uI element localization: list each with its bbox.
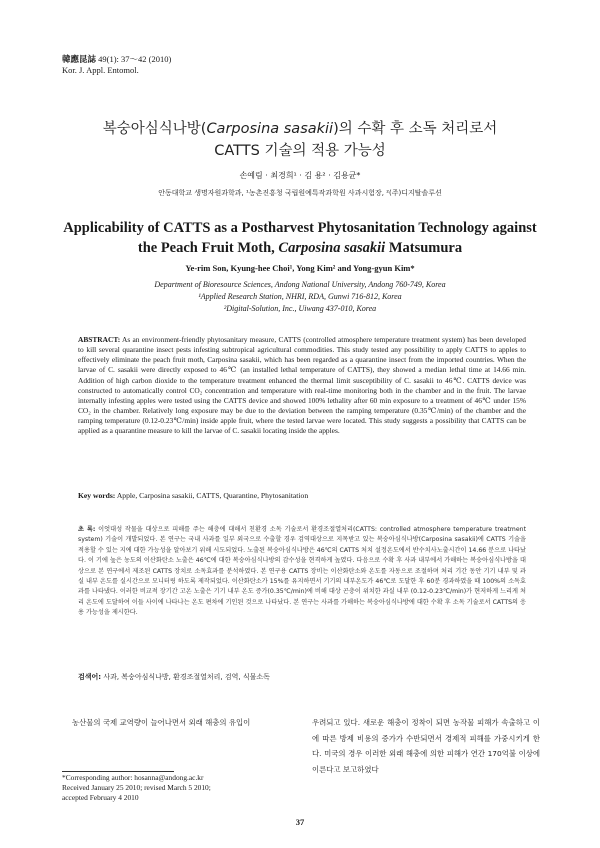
korean-authors: 손예림 · 최경희¹ · 김 용² · 김용균* [239,171,361,180]
korean-abstract [78,525,526,619]
korean-abstract-text: 이엇대성 작물을 대상으로 피해를 주는 해충에 대해서 친환경 소독 기술로서 환경조절열처리(CATTS: controlled atmosphere temperature treatment system) 기술이 개발되었다. 본 연구는 국내 사과를 일부 외국으로 수출할 경우 검역대상으로 지목받고 있는 복숭아심식나방(Carposina sasakii)에 CATTS 기술을 적용할 수 있는 지에 대한 가능성을 알아보기 위해 시도되었다. 노출된 복숭아심식나방은 46℃의 CATTS 처치 설정온도에서 반수치사노출시간이 14.66 분으로 나타났다. 이 기에 높은 농도의 이산화탄소 노출은 46℃에 대한 복숭아심식나방의 감수성을 현격하게 높였다. 다음으로 수확 후 사과 내부에서 가해하는 복숭아심식나방을 대상으로 본 연구에서 제조된 CATTS 장치로 소독효과를 분석하였다. 본 연구용 CATTS 장비는 이산화탄소와 온도를 자동으로 조절하며 처리 기간 동안 기기 내부 및 과실 내부 온도를 실시간으로 모니터링 하도록 제작되었다. 이산화탄소가 15%를 유지하면서 기기의 내부온도가 46℃로 도달한 후 60분 경과하였을 때 100%의 소독효과를 나타냈다. 이러한 비교적 장기간 고온 노출은 기기 내부 온도 증가(0.35℃/min)에 비해 대상 곤충이 위치한 과실 내부 (0.12-0.23℃/min)가 현저하게 느리게 처리 온도에 도달하여 이들 사이에 나타나는 온도 편차에 기인된 것으로 나타났다. 본 연구는 사과를 가해하는 복숭아심식나방에 대한 수확 후 소독 기술로서 CATTS의 응용 가능성을 제시한다. [78,526,526,617]
journal-name-ko: 韓應昆誌 [62,54,97,64]
affiliation-line: Department of Bioresource Sciences, Andong National University, Andong 760-749, Korea [154,280,446,289]
journal-citation: 49(1): 37～42 (2010) [98,54,172,64]
corresponding-author: *Corresponding author: hosanna@andong.ac.kr [62,773,204,782]
korean-keywords [78,672,526,683]
korean-title-line1: 복숭아심식나방(Carposina sasakii)의 수확 후 소독 처리로서 [102,121,498,137]
page-number: 37 [295,817,305,827]
korean-title-line2: CATTS 기술의 적용 가능성 [214,143,386,159]
korean-affiliations: 안동대학교 생명자원과학과, ¹농촌진흥청 국립원예특작과학원 사과시험장, ²(주)디지탈솔루션 [158,189,442,197]
journal-name-en: Kor. J. Appl. Entomol. [62,65,139,75]
accepted-date: accepted February 4 2010 [62,793,139,802]
english-authors: Ye-rim Son, Kyung-hee Choi¹, Yong Kim² and Yong-gyun Kim* [185,263,415,273]
english-abstract [78,335,526,437]
korean-abstract-label: 초 록: [78,526,96,533]
received-date: Received January 25 2010; revised March 5 2010; [62,783,211,792]
english-title [0,218,600,258]
english-keywords [78,490,526,501]
english-title-line1: Applicability of CATTS as a Postharvest Phytosanitation Technology against [63,220,537,236]
keywords-label: Key words: [78,491,116,500]
korean-title [0,118,600,162]
korean-keywords-text: 사과, 복숭아심식나방, 환경조절열처리, 검역, 식물소독 [103,673,270,681]
footnote [62,773,290,803]
english-affiliations [0,279,600,315]
journal-citation-line [62,54,171,65]
english-title-line2: the Peach Fruit Moth, Carposina sasakii Matsumura [137,240,463,256]
keywords-text: Apple, Carposina sasakii, CATTS, Quarantine, Phytosanitation [116,491,309,500]
affiliation-line: ¹Applied Research Station, NHRI, RDA, Gunwi 716-812, Korea [198,292,402,301]
body-text-right-column: 우려되고 있다. 새로운 해충이 정착이 되면 농작물 피해가 속출하고 이에 따른 방제 비용의 증가가 수반되면서 경제적 피해를 가중시키게 한다. 미국의 경우 이러한 외래 해충에 의한 피해가 연간 170억불 이상에 이른다고 보고하였다 [312,718,540,774]
body-text-left-column: 농산물의 국제 교역량이 늘어나면서 외래 해충의 유입이 [72,718,251,727]
korean-keywords-label: 검색어: [78,673,102,681]
affiliation-line: ²Digital-Solution, Inc., Uiwang 437-010, Korea [223,304,377,313]
journal-header [62,54,171,76]
footnote-divider [62,771,174,772]
abstract-label: ABSTRACT: [78,335,121,344]
abstract-text: As an environment-friendly phytosanitary measure, CATTS (controlled atmosphere temperature treatment system) has been developed to kill several quarantine insect pests infesting subtropical agricultural commodities. This study tested any possibility to apply CATTS to apples to effectively eliminate the peach fruit moth, Carposina sasakii, which has been regarded as a quarantine insect from the imported countries. When the larvae of C. sasakii were directly exposed to 46℃ (an installed lethal temperature of CATTS), they showed a median lethal time at 14.66 min. Addition of high carbon dioxide to the temperature treatment enhanced the thermal limit susceptibility of C. sasakii to 46℃. CATTS device was constructed to automatically control CO₂ concentration and temperature with real-time monitoring both in the chamber and in the fruit. The larvae internally infesting apples were tested using the CATTS device and showed 100% lethality after 60 min exposure to a treatment of 46℃ under 15% CO₂ in the chamber. Relatively long exposure may be due to the deviation between the ramping temperature (0.35℃/min) of the chamber and the ramping temperature (0.12-0.23℃/min) inside apple fruit, where the tested larvae were located. This study suggests a possibility that CATTS can be applied as a quarantine measure to kill the larvae of C. sasakii locating inside the apples. [78,335,526,436]
